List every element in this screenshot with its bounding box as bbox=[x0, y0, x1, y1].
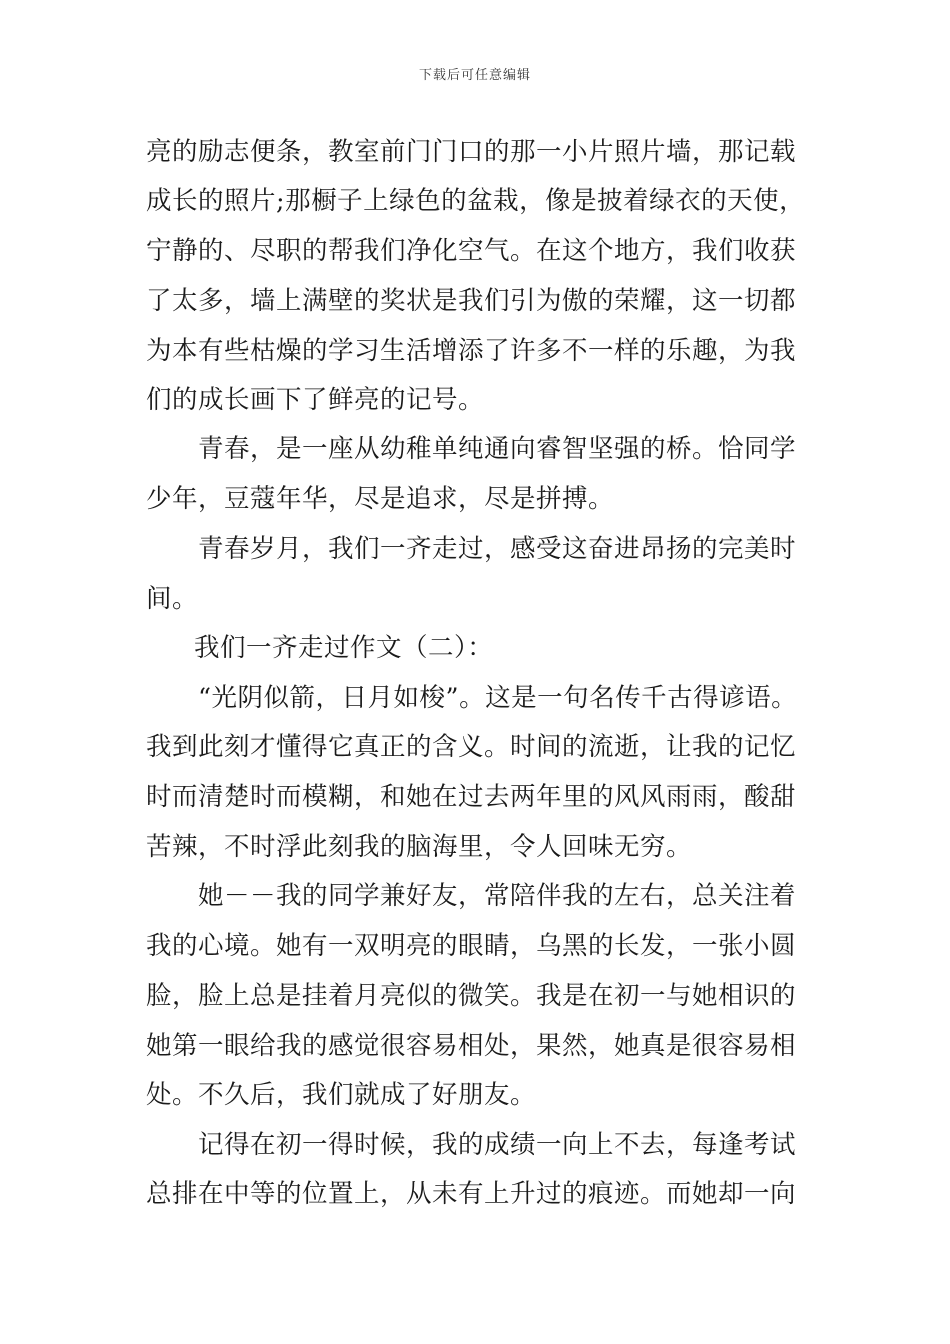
text-line: 为本有些枯燥的学习生活增添了许多不一样的乐趣，为我 bbox=[146, 336, 797, 366]
text-line: 总排在中等的位置上，从未有上升过的痕迹。而她却一向 bbox=[146, 1179, 797, 1209]
text-line: 我的心境。她有一双明亮的眼睛，乌黑的长发，一张小圆 bbox=[146, 931, 797, 961]
paragraph-start-line: 记得在初一得时候，我的成绩一向上不去，每逢考试 bbox=[198, 1130, 797, 1160]
text-line: 了太多，墙上满壁的奖状是我们引为傲的荣耀，这一切都 bbox=[146, 286, 797, 316]
page-header: 下载后可任意编辑 bbox=[418, 68, 531, 83]
text-line: 们的成长画下了鲜亮的记号。 bbox=[146, 385, 485, 415]
paragraph-start-line: 她－－我的同学兼好友，常陪伴我的左右，总关注着 bbox=[198, 881, 797, 911]
essay-subtitle: 我们一齐走过作文（二）： bbox=[194, 633, 494, 663]
text-line: 间。 bbox=[146, 584, 199, 614]
text-line: 苦辣，不时浮此刻我的脑海里，令人回味无穷。 bbox=[146, 832, 693, 862]
text-line: 脸，脸上总是挂着月亮似的微笑。我是在初一与她相识的 bbox=[146, 981, 797, 1011]
paragraph-start-line: 青春，是一座从幼稚单纯通向睿智坚强的桥。恰同学 bbox=[198, 434, 797, 464]
text-line: 成长的照片;那橱子上绿色的盆栽，像是披着绿衣的天使， bbox=[146, 186, 806, 216]
paragraph-start-line: “光阴似箭，日月如梭”。这是一句名传千古得谚语。 bbox=[198, 683, 798, 713]
text-line: 亮的励志便条，教室前门门口的那一小片照片墙，那记载 bbox=[146, 137, 797, 167]
text-line: 她第一眼给我的感觉很容易相处，果然，她真是很容易相 bbox=[146, 1031, 797, 1061]
text-line: 我到此刻才懂得它真正的含义。时间的流逝，让我的记忆 bbox=[146, 732, 797, 762]
text-line: 宁静的、尽职的帮我们净化空气。在这个地方，我们收获 bbox=[146, 236, 797, 266]
text-line: 处。不久后，我们就成了好朋友。 bbox=[146, 1080, 537, 1110]
paragraph-start-line: 青春岁月，我们一齐走过，感受这奋进昂扬的完美时 bbox=[198, 534, 797, 564]
text-line: 少年，豆蔻年华，尽是追求，尽是拼搏。 bbox=[146, 484, 615, 514]
text-line: 时而清楚时而模糊，和她在过去两年里的风风雨雨，酸甜 bbox=[146, 782, 797, 812]
